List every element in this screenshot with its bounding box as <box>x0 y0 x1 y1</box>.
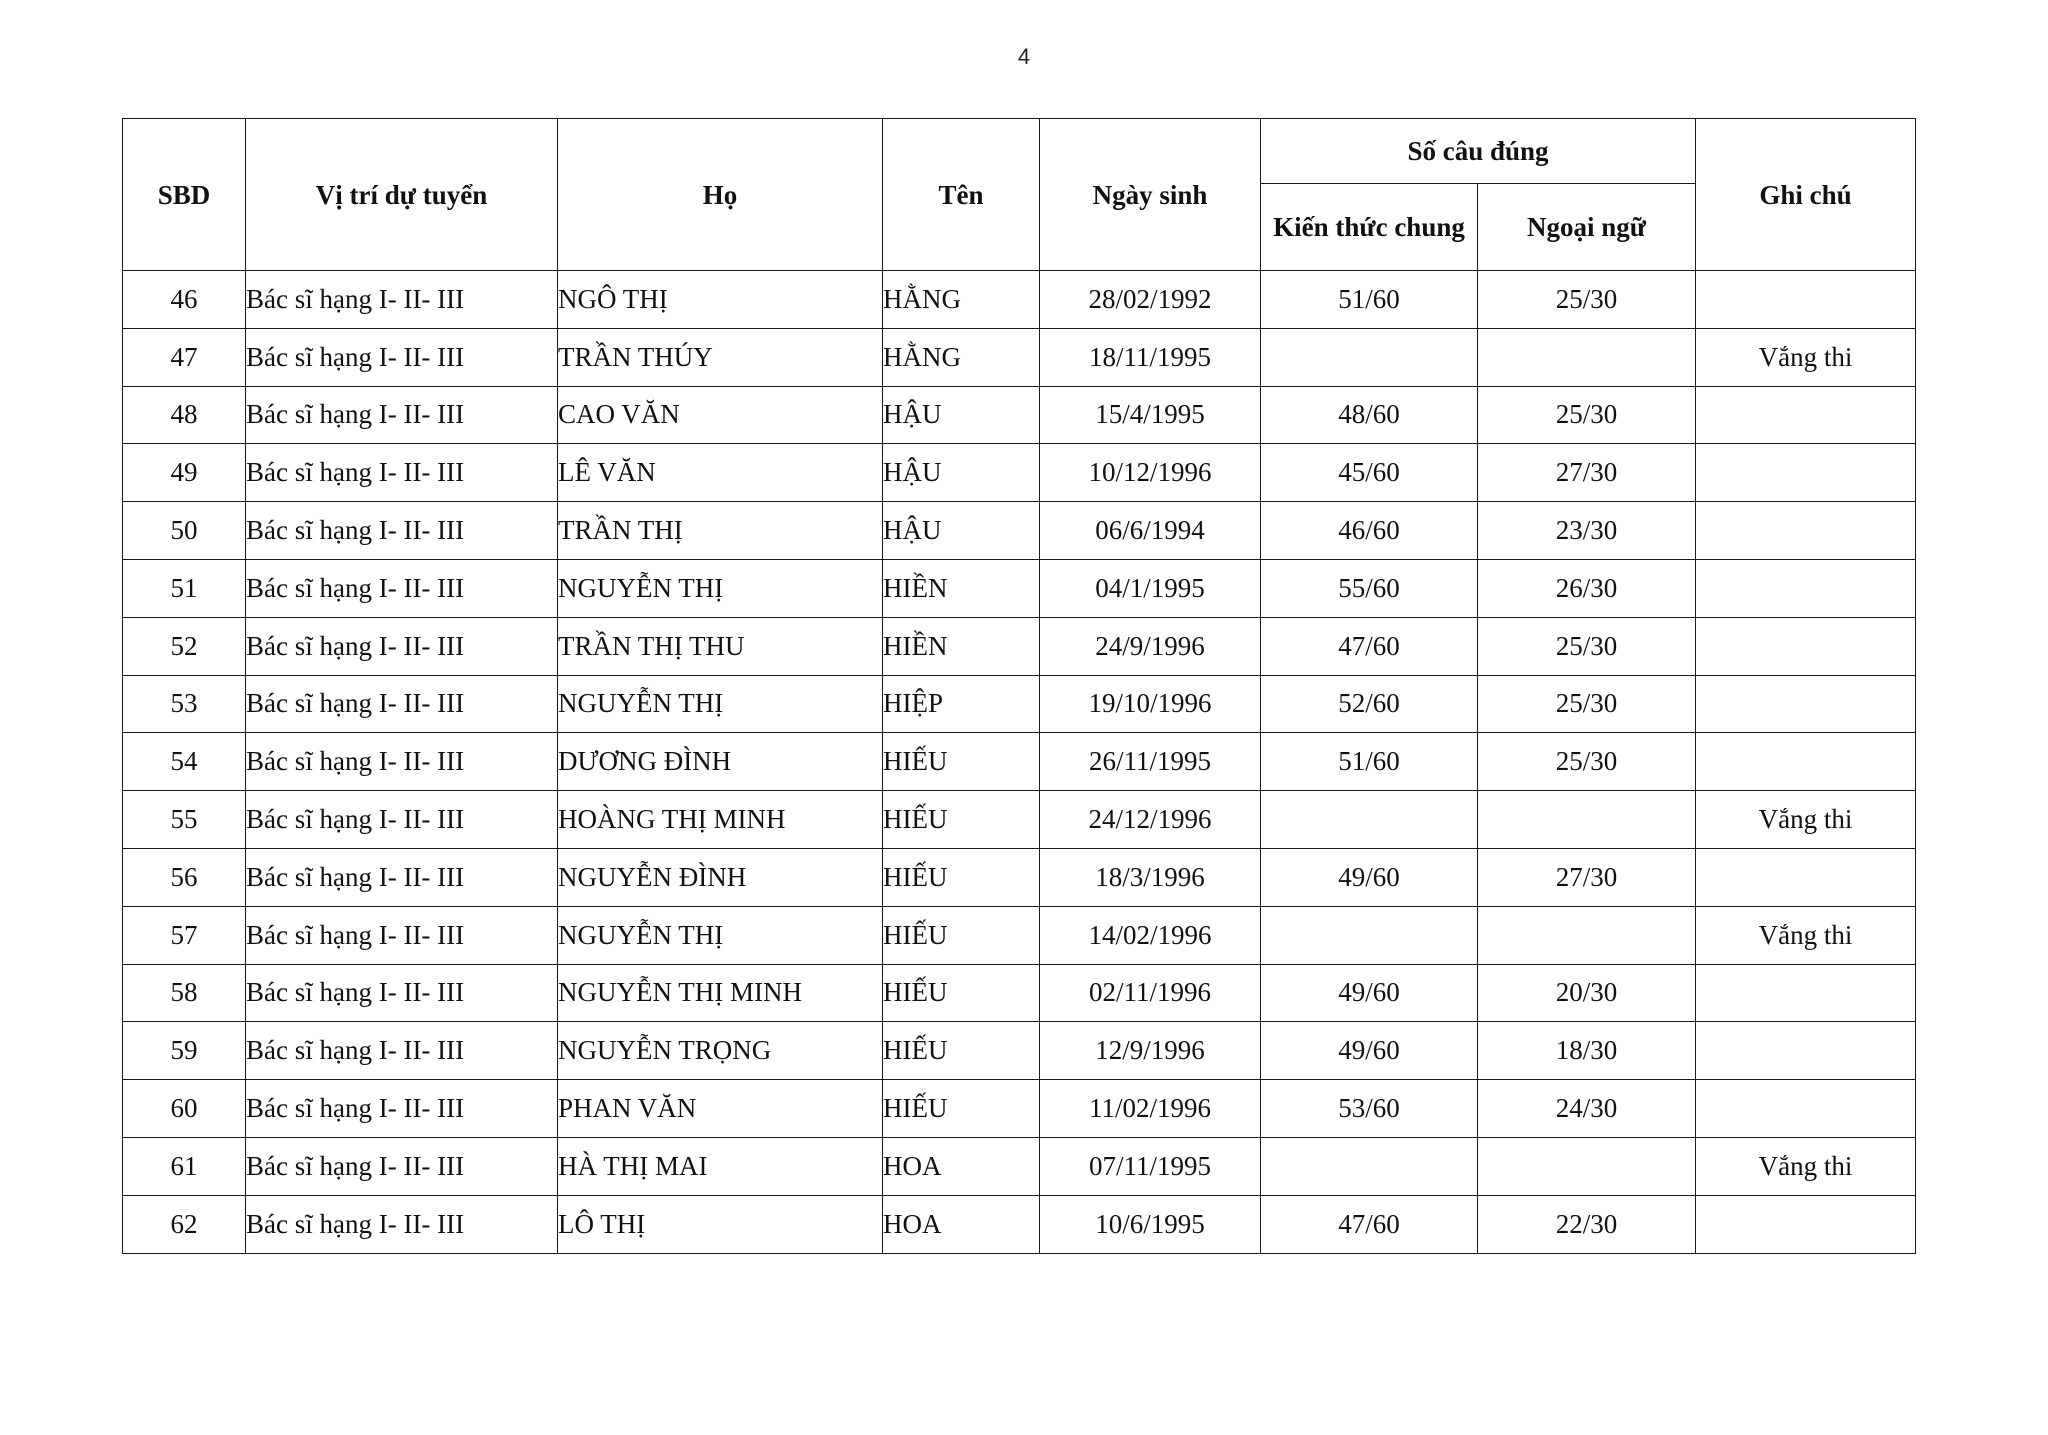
cell-sbd: 59 <box>123 1022 246 1080</box>
cell-note <box>1696 848 1916 906</box>
cell-general-knowledge: 49/60 <box>1261 848 1478 906</box>
cell-general-knowledge: 53/60 <box>1261 1080 1478 1138</box>
cell-sbd: 48 <box>123 386 246 444</box>
cell-note <box>1696 617 1916 675</box>
cell-position: Bác sĩ hạng I- II- III <box>246 733 558 791</box>
cell-dob: 12/9/1996 <box>1040 1022 1261 1080</box>
cell-name: HIẾU <box>883 964 1040 1022</box>
cell-surname: DƯƠNG ĐÌNH <box>558 733 883 791</box>
cell-position: Bác sĩ hạng I- II- III <box>246 444 558 502</box>
cell-sbd: 57 <box>123 906 246 964</box>
cell-dob: 24/12/1996 <box>1040 791 1261 849</box>
cell-note: Vắng thi <box>1696 328 1916 386</box>
cell-foreign-language: 23/30 <box>1478 502 1696 560</box>
header-sbd: SBD <box>123 119 246 271</box>
table-header <box>123 119 1916 271</box>
cell-position: Bác sĩ hạng I- II- III <box>246 386 558 444</box>
cell-general-knowledge: 45/60 <box>1261 444 1478 502</box>
cell-foreign-language: 26/30 <box>1478 559 1696 617</box>
cell-dob: 10/6/1995 <box>1040 1195 1261 1253</box>
cell-foreign-language: 25/30 <box>1478 675 1696 733</box>
cell-position: Bác sĩ hạng I- II- III <box>246 1195 558 1253</box>
cell-sbd: 56 <box>123 848 246 906</box>
cell-general-knowledge: 47/60 <box>1261 1195 1478 1253</box>
header-note: Ghi chú <box>1696 119 1916 271</box>
cell-surname: TRẦN THỊ <box>558 502 883 560</box>
cell-general-knowledge <box>1261 1137 1478 1195</box>
cell-dob: 18/11/1995 <box>1040 328 1261 386</box>
cell-surname: NGUYỄN THỊ <box>558 906 883 964</box>
table-row <box>123 559 1916 617</box>
cell-general-knowledge: 47/60 <box>1261 617 1478 675</box>
page-number: 4 <box>1017 44 1031 69</box>
table-body <box>123 271 1916 1254</box>
header-name: Tên <box>883 119 1040 271</box>
cell-name: HẰNG <box>883 271 1040 329</box>
cell-name: HIẾU <box>883 1022 1040 1080</box>
table-row <box>123 1022 1916 1080</box>
table-row <box>123 1195 1916 1253</box>
cell-name: HẬU <box>883 502 1040 560</box>
table-row <box>123 964 1916 1022</box>
header-dob: Ngày sinh <box>1040 119 1261 271</box>
cell-foreign-language <box>1478 791 1696 849</box>
cell-name: HIẾU <box>883 1080 1040 1138</box>
cell-name: HIẾU <box>883 906 1040 964</box>
cell-general-knowledge <box>1261 906 1478 964</box>
cell-dob: 10/12/1996 <box>1040 444 1261 502</box>
cell-general-knowledge <box>1261 791 1478 849</box>
cell-name: HIỀN <box>883 617 1040 675</box>
cell-foreign-language <box>1478 328 1696 386</box>
cell-note <box>1696 559 1916 617</box>
cell-position: Bác sĩ hạng I- II- III <box>246 906 558 964</box>
cell-foreign-language: 20/30 <box>1478 964 1696 1022</box>
cell-note <box>1696 271 1916 329</box>
cell-foreign-language: 27/30 <box>1478 444 1696 502</box>
cell-note: Vắng thi <box>1696 1137 1916 1195</box>
cell-dob: 26/11/1995 <box>1040 733 1261 791</box>
cell-name: HIỀN <box>883 559 1040 617</box>
cell-name: HẬU <box>883 444 1040 502</box>
cell-sbd: 53 <box>123 675 246 733</box>
cell-position: Bác sĩ hạng I- II- III <box>246 328 558 386</box>
table-row <box>123 906 1916 964</box>
cell-surname: NGUYỄN TRỌNG <box>558 1022 883 1080</box>
cell-surname: NGÔ THỊ <box>558 271 883 329</box>
cell-sbd: 47 <box>123 328 246 386</box>
cell-position: Bác sĩ hạng I- II- III <box>246 502 558 560</box>
cell-foreign-language: 18/30 <box>1478 1022 1696 1080</box>
cell-position: Bác sĩ hạng I- II- III <box>246 1137 558 1195</box>
cell-foreign-language: 25/30 <box>1478 386 1696 444</box>
cell-general-knowledge: 51/60 <box>1261 271 1478 329</box>
table-row <box>123 1137 1916 1195</box>
cell-sbd: 52 <box>123 617 246 675</box>
cell-dob: 04/1/1995 <box>1040 559 1261 617</box>
cell-name: HIẾU <box>883 733 1040 791</box>
cell-sbd: 49 <box>123 444 246 502</box>
table-row <box>123 617 1916 675</box>
table-row <box>123 386 1916 444</box>
cell-foreign-language: 24/30 <box>1478 1080 1696 1138</box>
cell-position: Bác sĩ hạng I- II- III <box>246 848 558 906</box>
cell-note <box>1696 1022 1916 1080</box>
cell-surname: TRẦN THÚY <box>558 328 883 386</box>
header-general-knowledge: Kiến thức chung <box>1261 184 1478 271</box>
table-row <box>123 791 1916 849</box>
cell-surname: NGUYỄN ĐÌNH <box>558 848 883 906</box>
cell-sbd: 55 <box>123 791 246 849</box>
cell-general-knowledge <box>1261 328 1478 386</box>
cell-sbd: 60 <box>123 1080 246 1138</box>
cell-note <box>1696 675 1916 733</box>
table-row <box>123 444 1916 502</box>
cell-dob: 14/02/1996 <box>1040 906 1261 964</box>
cell-sbd: 50 <box>123 502 246 560</box>
cell-note: Vắng thi <box>1696 906 1916 964</box>
cell-general-knowledge: 46/60 <box>1261 502 1478 560</box>
cell-general-knowledge: 55/60 <box>1261 559 1478 617</box>
table-row <box>123 1080 1916 1138</box>
cell-sbd: 61 <box>123 1137 246 1195</box>
cell-note <box>1696 733 1916 791</box>
cell-name: HIẾU <box>883 791 1040 849</box>
cell-position: Bác sĩ hạng I- II- III <box>246 1022 558 1080</box>
cell-dob: 06/6/1994 <box>1040 502 1261 560</box>
cell-note <box>1696 502 1916 560</box>
cell-position: Bác sĩ hạng I- II- III <box>246 617 558 675</box>
cell-note: Vắng thi <box>1696 791 1916 849</box>
cell-general-knowledge: 51/60 <box>1261 733 1478 791</box>
table-row <box>123 271 1916 329</box>
cell-sbd: 46 <box>123 271 246 329</box>
table-row <box>123 848 1916 906</box>
cell-surname: NGUYỄN THỊ <box>558 559 883 617</box>
header-foreign-language: Ngoại ngữ <box>1478 184 1696 271</box>
cell-surname: HOÀNG THỊ MINH <box>558 791 883 849</box>
cell-sbd: 54 <box>123 733 246 791</box>
cell-dob: 15/4/1995 <box>1040 386 1261 444</box>
table-row <box>123 502 1916 560</box>
header-correct-answers: Số câu đúng <box>1261 119 1696 184</box>
cell-surname: PHAN VĂN <box>558 1080 883 1138</box>
cell-position: Bác sĩ hạng I- II- III <box>246 791 558 849</box>
cell-position: Bác sĩ hạng I- II- III <box>246 1080 558 1138</box>
cell-dob: 24/9/1996 <box>1040 617 1261 675</box>
cell-dob: 28/02/1992 <box>1040 271 1261 329</box>
header-surname: Họ <box>558 119 883 271</box>
cell-surname: TRẦN THỊ THU <box>558 617 883 675</box>
cell-note <box>1696 1195 1916 1253</box>
table-row <box>123 733 1916 791</box>
cell-foreign-language: 25/30 <box>1478 271 1696 329</box>
cell-general-knowledge: 49/60 <box>1261 964 1478 1022</box>
cell-foreign-language: 25/30 <box>1478 733 1696 791</box>
cell-surname: CAO VĂN <box>558 386 883 444</box>
cell-sbd: 51 <box>123 559 246 617</box>
cell-note <box>1696 386 1916 444</box>
cell-foreign-language: 25/30 <box>1478 617 1696 675</box>
cell-note <box>1696 964 1916 1022</box>
cell-name: HIỆP <box>883 675 1040 733</box>
cell-position: Bác sĩ hạng I- II- III <box>246 675 558 733</box>
header-position: Vị trí dự tuyển <box>246 119 558 271</box>
cell-general-knowledge: 52/60 <box>1261 675 1478 733</box>
cell-position: Bác sĩ hạng I- II- III <box>246 271 558 329</box>
cell-general-knowledge: 49/60 <box>1261 1022 1478 1080</box>
cell-foreign-language: 22/30 <box>1478 1195 1696 1253</box>
cell-note <box>1696 1080 1916 1138</box>
cell-name: HẬU <box>883 386 1040 444</box>
cell-foreign-language <box>1478 906 1696 964</box>
cell-note <box>1696 444 1916 502</box>
cell-surname: LÊ VĂN <box>558 444 883 502</box>
cell-name: HIẾU <box>883 848 1040 906</box>
cell-name: HẰNG <box>883 328 1040 386</box>
cell-foreign-language <box>1478 1137 1696 1195</box>
cell-name: HOA <box>883 1137 1040 1195</box>
cell-dob: 02/11/1996 <box>1040 964 1261 1022</box>
cell-foreign-language: 27/30 <box>1478 848 1696 906</box>
results-table <box>122 118 1916 1254</box>
cell-dob: 18/3/1996 <box>1040 848 1261 906</box>
cell-surname: LÔ THỊ <box>558 1195 883 1253</box>
cell-position: Bác sĩ hạng I- II- III <box>246 964 558 1022</box>
table-row <box>123 328 1916 386</box>
cell-sbd: 62 <box>123 1195 246 1253</box>
table-row <box>123 675 1916 733</box>
cell-surname: NGUYỄN THỊ MINH <box>558 964 883 1022</box>
cell-dob: 19/10/1996 <box>1040 675 1261 733</box>
cell-position: Bác sĩ hạng I- II- III <box>246 559 558 617</box>
cell-general-knowledge: 48/60 <box>1261 386 1478 444</box>
cell-dob: 07/11/1995 <box>1040 1137 1261 1195</box>
cell-name: HOA <box>883 1195 1040 1253</box>
cell-sbd: 58 <box>123 964 246 1022</box>
cell-surname: HÀ THỊ MAI <box>558 1137 883 1195</box>
cell-dob: 11/02/1996 <box>1040 1080 1261 1138</box>
cell-surname: NGUYỄN THỊ <box>558 675 883 733</box>
